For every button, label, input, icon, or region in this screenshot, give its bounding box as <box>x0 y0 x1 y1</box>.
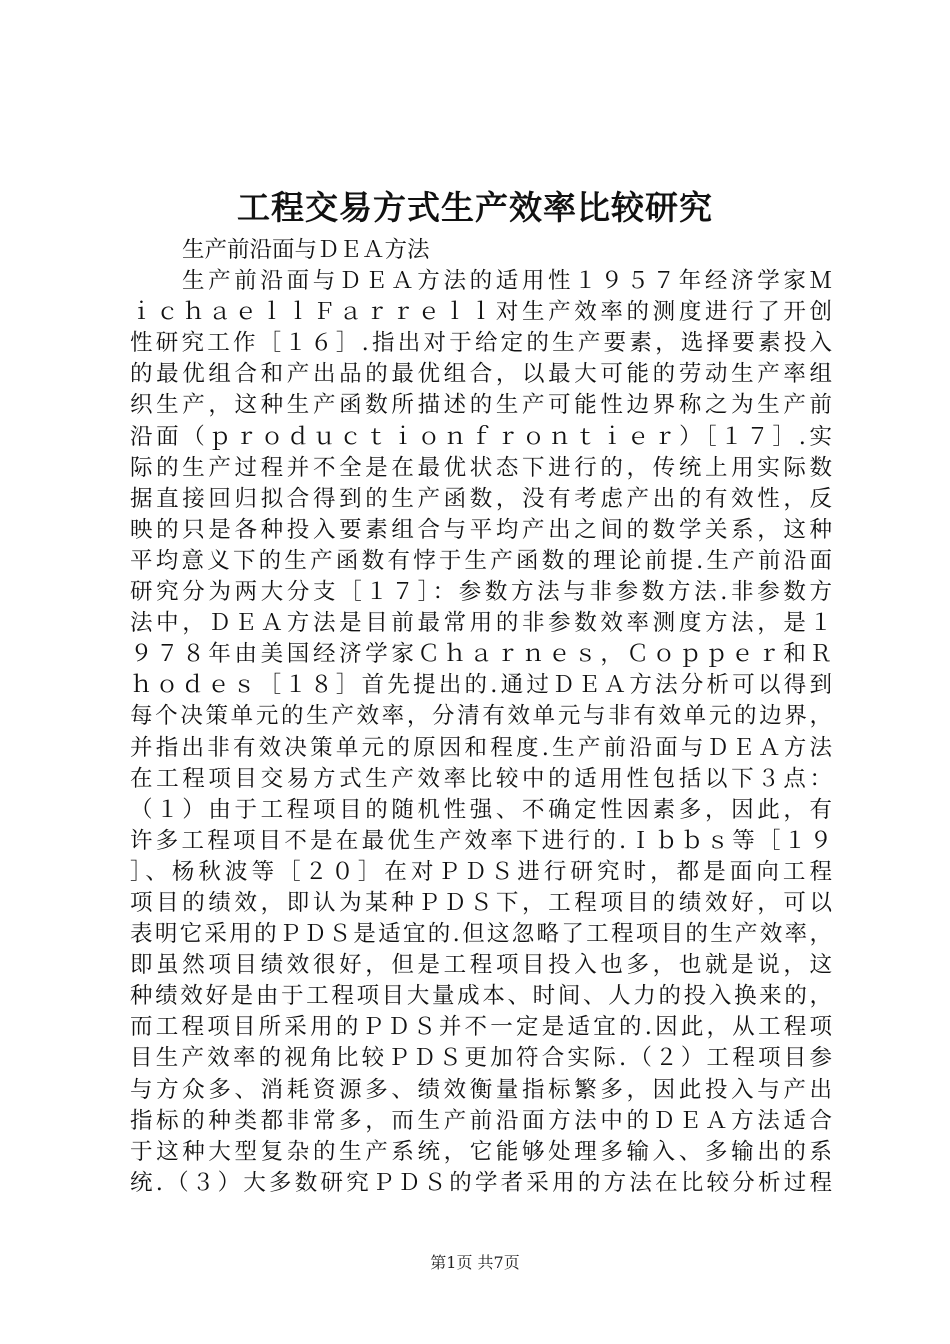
paragraph-line: 的最优组合和产出品的最优组合，以最大可能的劳动生产率组 <box>130 361 832 388</box>
paragraph-line: 而工程项目所采用的ＰＤＳ并不一定是适宜的.因此，从工程项 <box>130 1014 832 1041</box>
paragraph-line: 法中，ＤＥＡ方法是目前最常用的非参数效率测度方法，是１ <box>130 610 832 637</box>
paragraph-line: 性研究工作［１６］.指出对于给定的生产要素，选择要素投入 <box>130 330 832 357</box>
body-text <box>130 235 832 1199</box>
paragraph-line: 种绩效好是由于工程项目大量成本、时间、人力的投入换来的， <box>130 983 832 1010</box>
paragraph-line: ］、杨秋波等［２０］在对ＰＤＳ进行研究时，都是面向工程 <box>130 858 832 885</box>
paragraph-line: 研究分为两大分支［１７］：参数方法与非参数方法.非参数方 <box>130 579 832 606</box>
paragraph-line: 沿面（ｐｒｏｄｕｃｔｉｏｎｆｒｏｎｔｉｅｒ）［１７］.实 <box>130 423 832 450</box>
section-heading: 生产前沿面与ＤＥＡ方法 <box>182 237 430 263</box>
page-footer: 第1页 共7页 <box>430 1253 520 1272</box>
paragraph-line: 每个决策单元的生产效率，分清有效单元与非有效单元的边界， <box>130 703 832 730</box>
paragraph-line: 生产前沿面与ＤＥＡ方法的适用性１９５７年经济学家Ｍ <box>182 268 832 295</box>
paragraph-line: 织生产，这种生产函数所描述的生产可能性边界称之为生产前 <box>130 392 832 419</box>
paragraph-line: 并指出非有效决策单元的原因和程度.生产前沿面与ＤＥＡ方法 <box>130 734 832 761</box>
paragraph-line: 平均意义下的生产函数有悖于生产函数的理论前提.生产前沿面 <box>130 547 832 574</box>
paragraph-line: 映的只是各种投入要素组合与平均产出之间的数学关系，这种 <box>130 516 832 543</box>
paragraph-line: ｈｏｄｅｓ［１８］首先提出的.通过ＤＥＡ方法分析可以得到 <box>130 672 832 699</box>
paragraph-line: 据直接回归拟合得到的生产函数，没有考虑产出的有效性，反 <box>130 485 832 512</box>
paragraph-line: 许多工程项目不是在最优生产效率下进行的.Ｉｂｂｓ等［１９ <box>130 827 832 854</box>
paragraph-line: ｉｃｈａｅｌｌＦａｒｒｅｌｌ对生产效率的测度进行了开创 <box>130 299 832 326</box>
paragraph-line: 指标的种类都非常多，而生产前沿面方法中的ＤＥＡ方法适合 <box>130 1107 832 1134</box>
paragraph-line: ９７８年由美国经济学家Ｃｈａｒｎｅｓ，Ｃｏｐｐｅｒ和Ｒ <box>130 641 832 668</box>
paragraph-line: 表明它采用的ＰＤＳ是适宜的.但这忽略了工程项目的生产效率， <box>130 921 832 948</box>
paragraph-line: （１）由于工程项目的随机性强、不确定性因素多，因此，有 <box>130 796 832 823</box>
paragraph-line: 于这种大型复杂的生产系统，它能够处理多输入、多输出的系 <box>130 1138 832 1165</box>
paragraph-line: 项目的绩效，即认为某种ＰＤＳ下，工程项目的绩效好，可以 <box>130 889 832 916</box>
paragraph-line: 与方众多、消耗资源多、绩效衡量指标繁多，因此投入与产出 <box>130 1076 832 1103</box>
paragraph-line: 际的生产过程并不全是在最优状态下进行的，传统上用实际数 <box>130 454 832 481</box>
paragraph-line: 在工程项目交易方式生产效率比较中的适用性包括以下３点： <box>130 765 832 792</box>
paragraph-line: 统.（３）大多数研究ＰＤＳ的学者采用的方法在比较分析过程 <box>130 1169 832 1196</box>
paragraph-line: 目生产效率的视角比较ＰＤＳ更加符合实际.（２）工程项目参 <box>130 1045 832 1072</box>
document-title: 工程交易方式生产效率比较研究 <box>237 188 713 227</box>
paragraph-line: 即虽然项目绩效很好，但是工程项目投入也多，也就是说，这 <box>130 952 832 979</box>
